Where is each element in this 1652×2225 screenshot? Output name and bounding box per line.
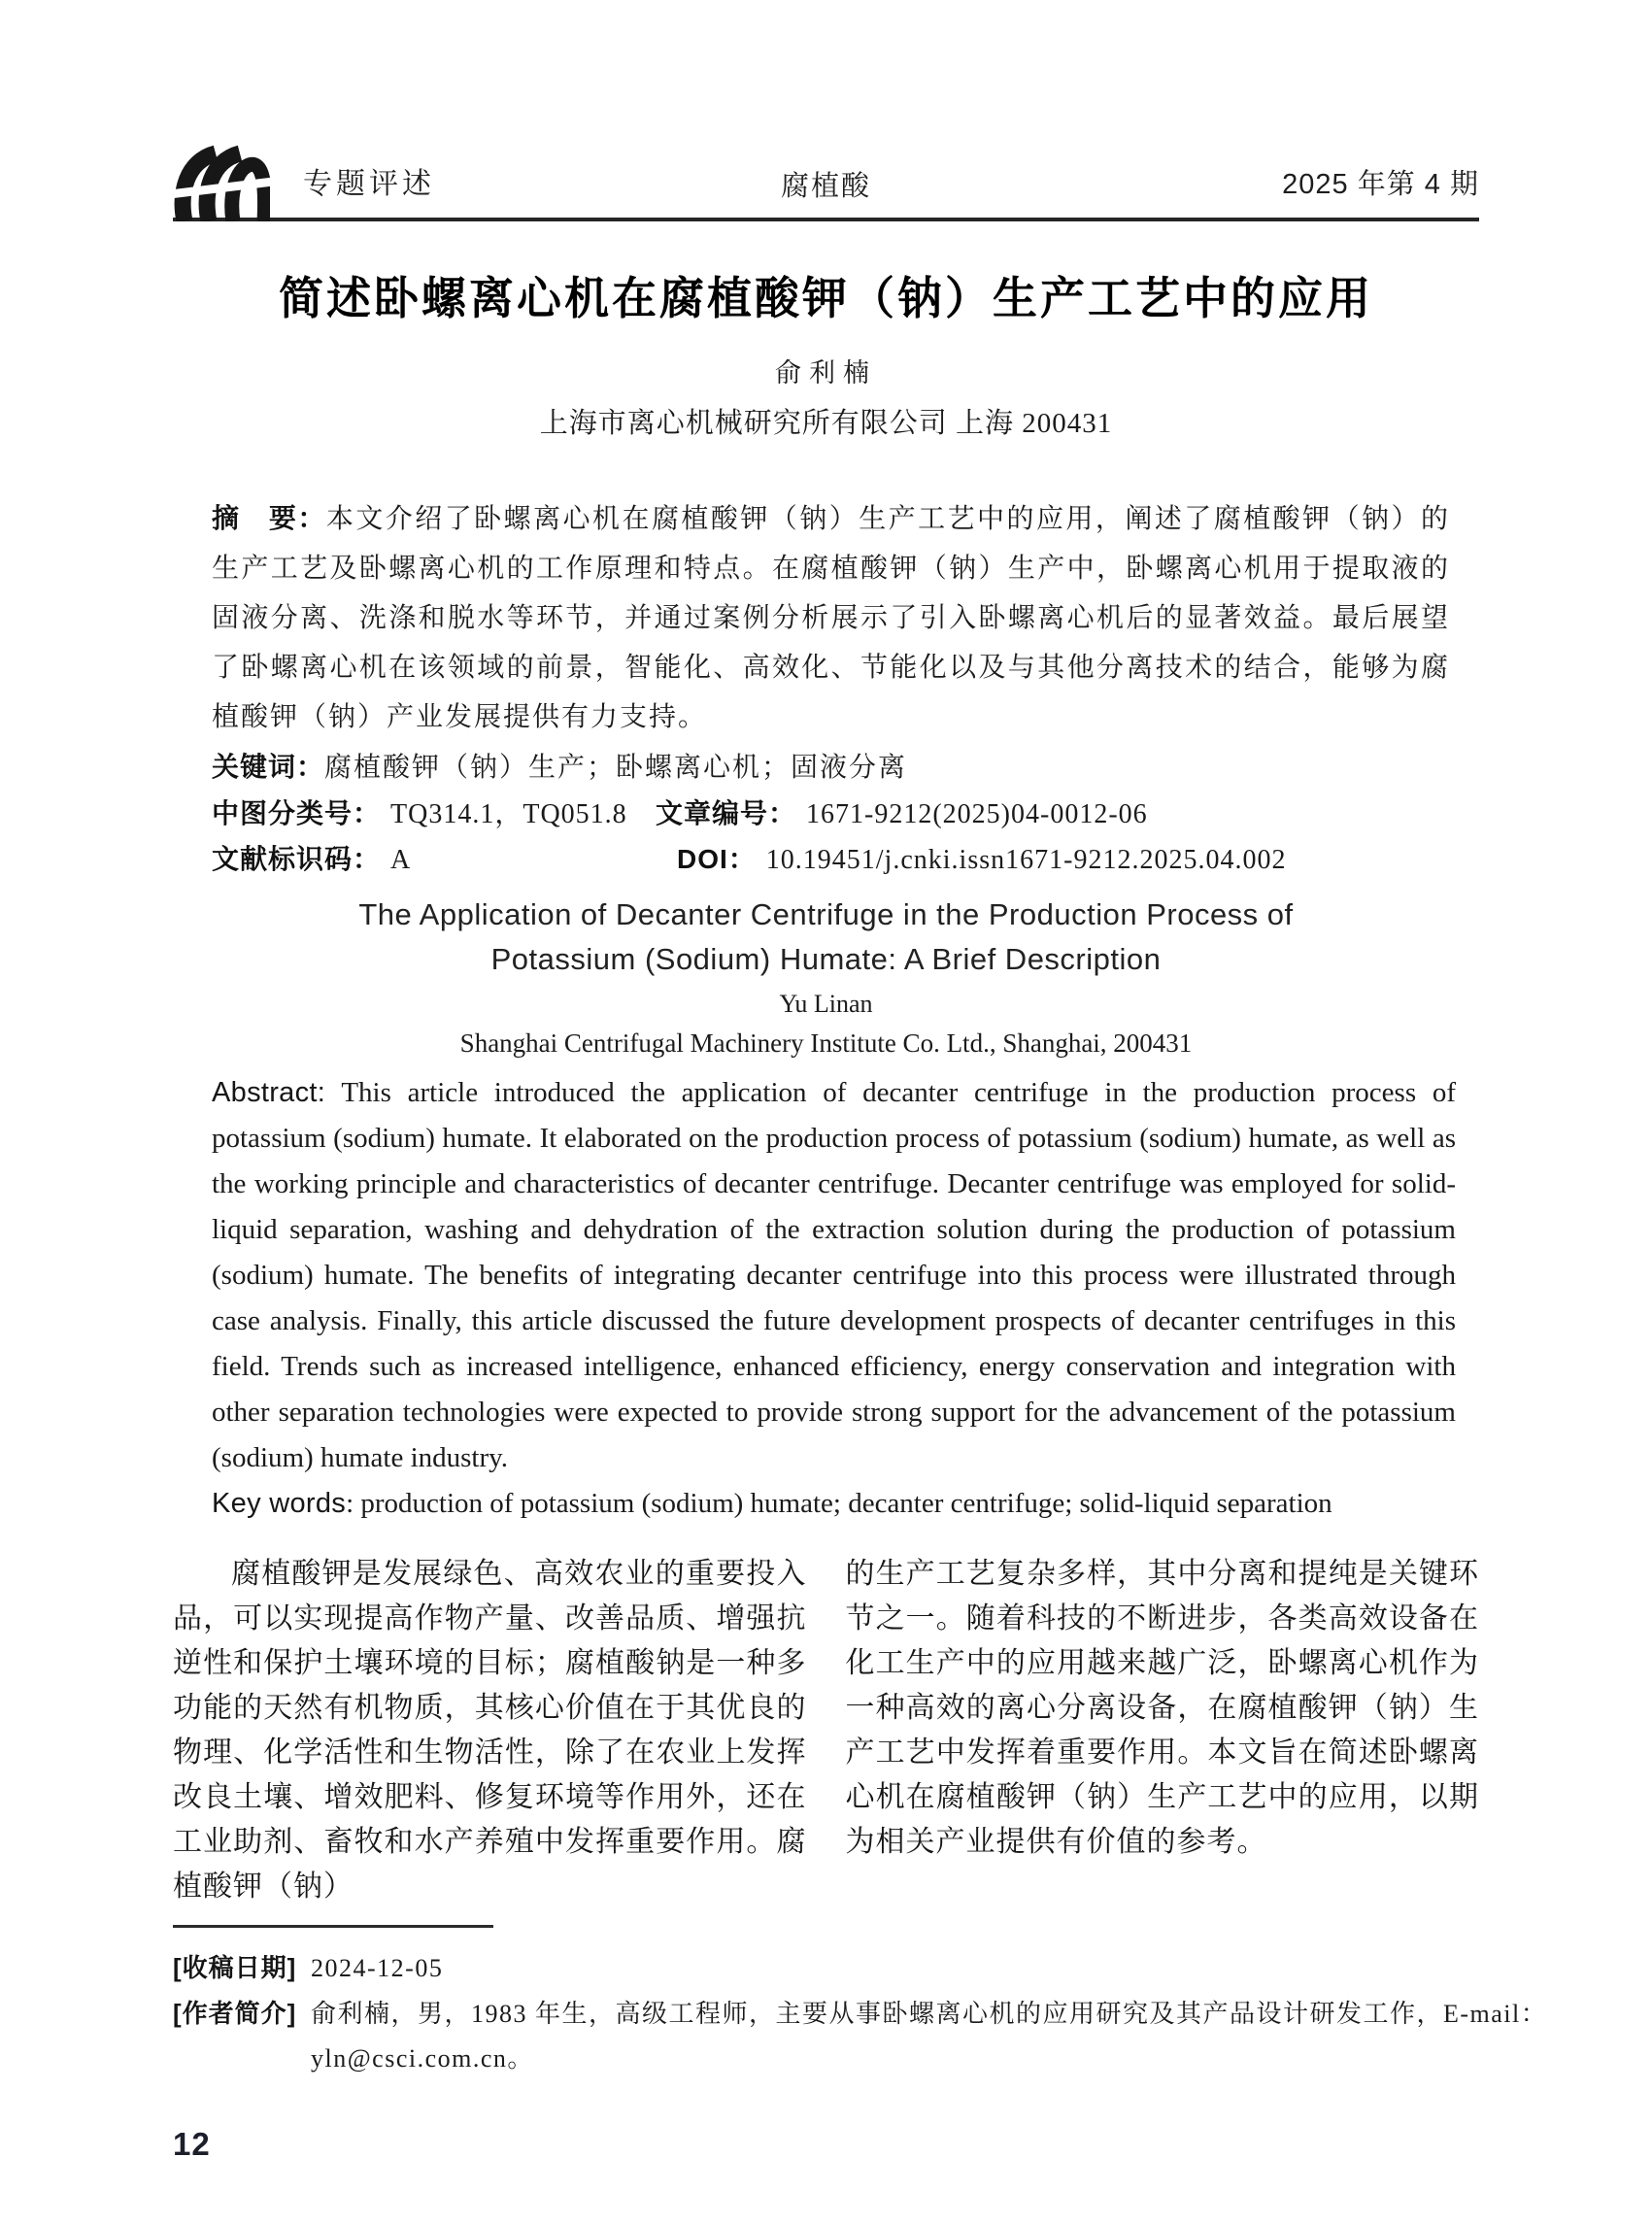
body-columns — [173, 1552, 1479, 1909]
footnote-divider — [173, 1925, 493, 1928]
article-title-en-line1: The Application of Decanter Centrifuge in the Production Process of — [358, 897, 1294, 931]
article-affiliation-en: Shanghai Centrifugal Machinery Institute Co. Ltd., Shanghai, 200431 — [459, 1028, 1193, 1058]
keywords-zh-label: 关键词： — [212, 752, 325, 782]
keywords-en-text: : production of potassium (sodium) humate; decanter centrifuge; solid-liquid separation — [346, 1488, 1332, 1519]
article-title-zh: 简述卧螺离心机在腐植酸钾（钠）生产工艺中的应用 — [279, 274, 1373, 323]
author-bio-line — [173, 1991, 1548, 2081]
keywords-en-label: Key words — [212, 1488, 347, 1519]
body-column-left: 腐植酸钾是发展绿色、高效农业的重要投入品，可以实现提高作物产量、改善品质、增强抗逆性和保护土壤环境的目标；腐植酸钠是一种多功能的天然有机物质，其核心价值在于其优良的物理、化学活性和生物活性，除了在农业上发挥改良土壤、增效肥料、修复环境等作用外，还在工业助剂、畜牧和水产养殖中发挥重要作用。腐植酸钾（钠） — [173, 1558, 807, 1903]
abstract-zh-label: 摘 要： — [212, 503, 326, 533]
document-code-label: 文献标识码： — [212, 844, 382, 874]
keywords-zh-text: 腐植酸钾（钠）生产；卧螺离心机；固液分离 — [324, 753, 908, 783]
article-id-value: 1671-9212(2025)04-0012-06 — [806, 799, 1148, 829]
doi — [677, 837, 1286, 883]
document-code-value: A — [390, 845, 412, 875]
doi-value: 10.19451/j.cnki.issn1671-9212.2025.04.002 — [765, 845, 1287, 875]
author-bio-value: 俞利楠，男，1983 年生，高级工程师，主要从事卧螺离心机的应用研究及其产品设计研发工作，E-mail： — [311, 2000, 1548, 2028]
received-date-label: [收稿日期] — [173, 1953, 297, 1982]
article-affiliation-zh: 上海市离心机械研究所有限公司 上海 200431 — [539, 408, 1113, 439]
author-bio-email: yln@csci.com.cn。 — [311, 2044, 534, 2073]
abstract-zh — [212, 493, 1450, 742]
clc-value: TQ314.1，TQ051.8 — [390, 799, 627, 829]
header-issue-label: 2025 年第 4 期 — [1282, 169, 1479, 200]
meta-row-1 — [212, 792, 1450, 837]
abstract-zh-text: 本文介绍了卧螺离心机在腐植酸钾（钠）生产工艺中的应用，阐述了腐植酸钾（钠）的生产工艺及卧螺离心机的工作原理和特点。在腐植酸钾（钠）生产中，卧螺离心机用于提取液的固液分离、洗涤和脱水等环节，并通过案例分析展示了引入卧螺离心机后的显著效益。最后展望了卧螺离心机在该领域的前景，智能化、高效化、节能化以及与其他分离技术的结合，能够为腐植酸钾（钠）产业发展提供有力支持。 — [212, 504, 1450, 732]
body-column-right: 的生产工艺复杂多样，其中分离和提纯是关键环节之一。随着科技的不断进步，各类高效设备在化工生产中的应用越来越广泛，卧螺离心机作为一种高效的离心分离设备，在腐植酸钾（钠）生产工艺中发挥着重要作用。本文旨在简述卧螺离心机在腐植酸钾（钠）生产工艺中的应用，以期为相关产业提供有价值的参考。 — [845, 1558, 1479, 1858]
article-author-zh: 俞利楠 — [775, 358, 877, 388]
page-header — [173, 0, 1479, 221]
received-date-value: 2024-12-05 — [311, 1954, 444, 1982]
keywords-en — [173, 1481, 1479, 1527]
article-id — [656, 792, 1148, 837]
clc-number — [212, 792, 656, 837]
article-title-en-line2: Potassium (Sodium) Humate: A Brief Description — [490, 942, 1162, 976]
abstract-en-label: Abstract: — [212, 1077, 326, 1108]
abstract-en — [173, 1070, 1479, 1481]
header-section-label: 专题评述 — [303, 168, 435, 200]
article-id-label: 文章编号： — [656, 798, 797, 828]
author-bio-label: [作者简介] — [173, 1999, 297, 2028]
received-date-line — [173, 1945, 1479, 1991]
clc-label: 中图分类号： — [212, 798, 382, 828]
abstract-en-text: This article introduced the application of decanter centrifuge in the production process of potassium (sodium) humate. It elaborated on the production process of potassium (sodium) humate, as well as the working principle and characteristics of decanter centrifuge. Decanter centrifuge was employed for solid-liquid separation, washing and dehydration of the extraction solution during the production of potassium (sodium) humate. The benefits of integrating decanter centrifuge into this process were illustrated through case analysis. Finally, this article discussed the future development prospects of decanter centrifuges in this field. Trends such as increased intelligence, enhanced efficiency, energy conservation and integration with other separation technologies were expected to provide strong support for the advancement of the potassium (sodium) humate industry. — [212, 1077, 1456, 1473]
article-author-en: Yu Linan — [779, 990, 873, 1018]
page-number: 12 — [173, 2126, 211, 2162]
document-code — [212, 837, 677, 883]
footnotes — [173, 1945, 1548, 2081]
doi-label: DOI： — [677, 844, 757, 874]
author-bio-text — [173, 1991, 1548, 2037]
header-left — [173, 142, 435, 206]
meta-row-2 — [212, 837, 1450, 883]
header-journal-name: 腐植酸 — [780, 171, 872, 202]
abstract-block-zh — [173, 493, 1479, 883]
keywords-zh — [212, 744, 1450, 792]
journal-logo-icon — [173, 142, 270, 219]
